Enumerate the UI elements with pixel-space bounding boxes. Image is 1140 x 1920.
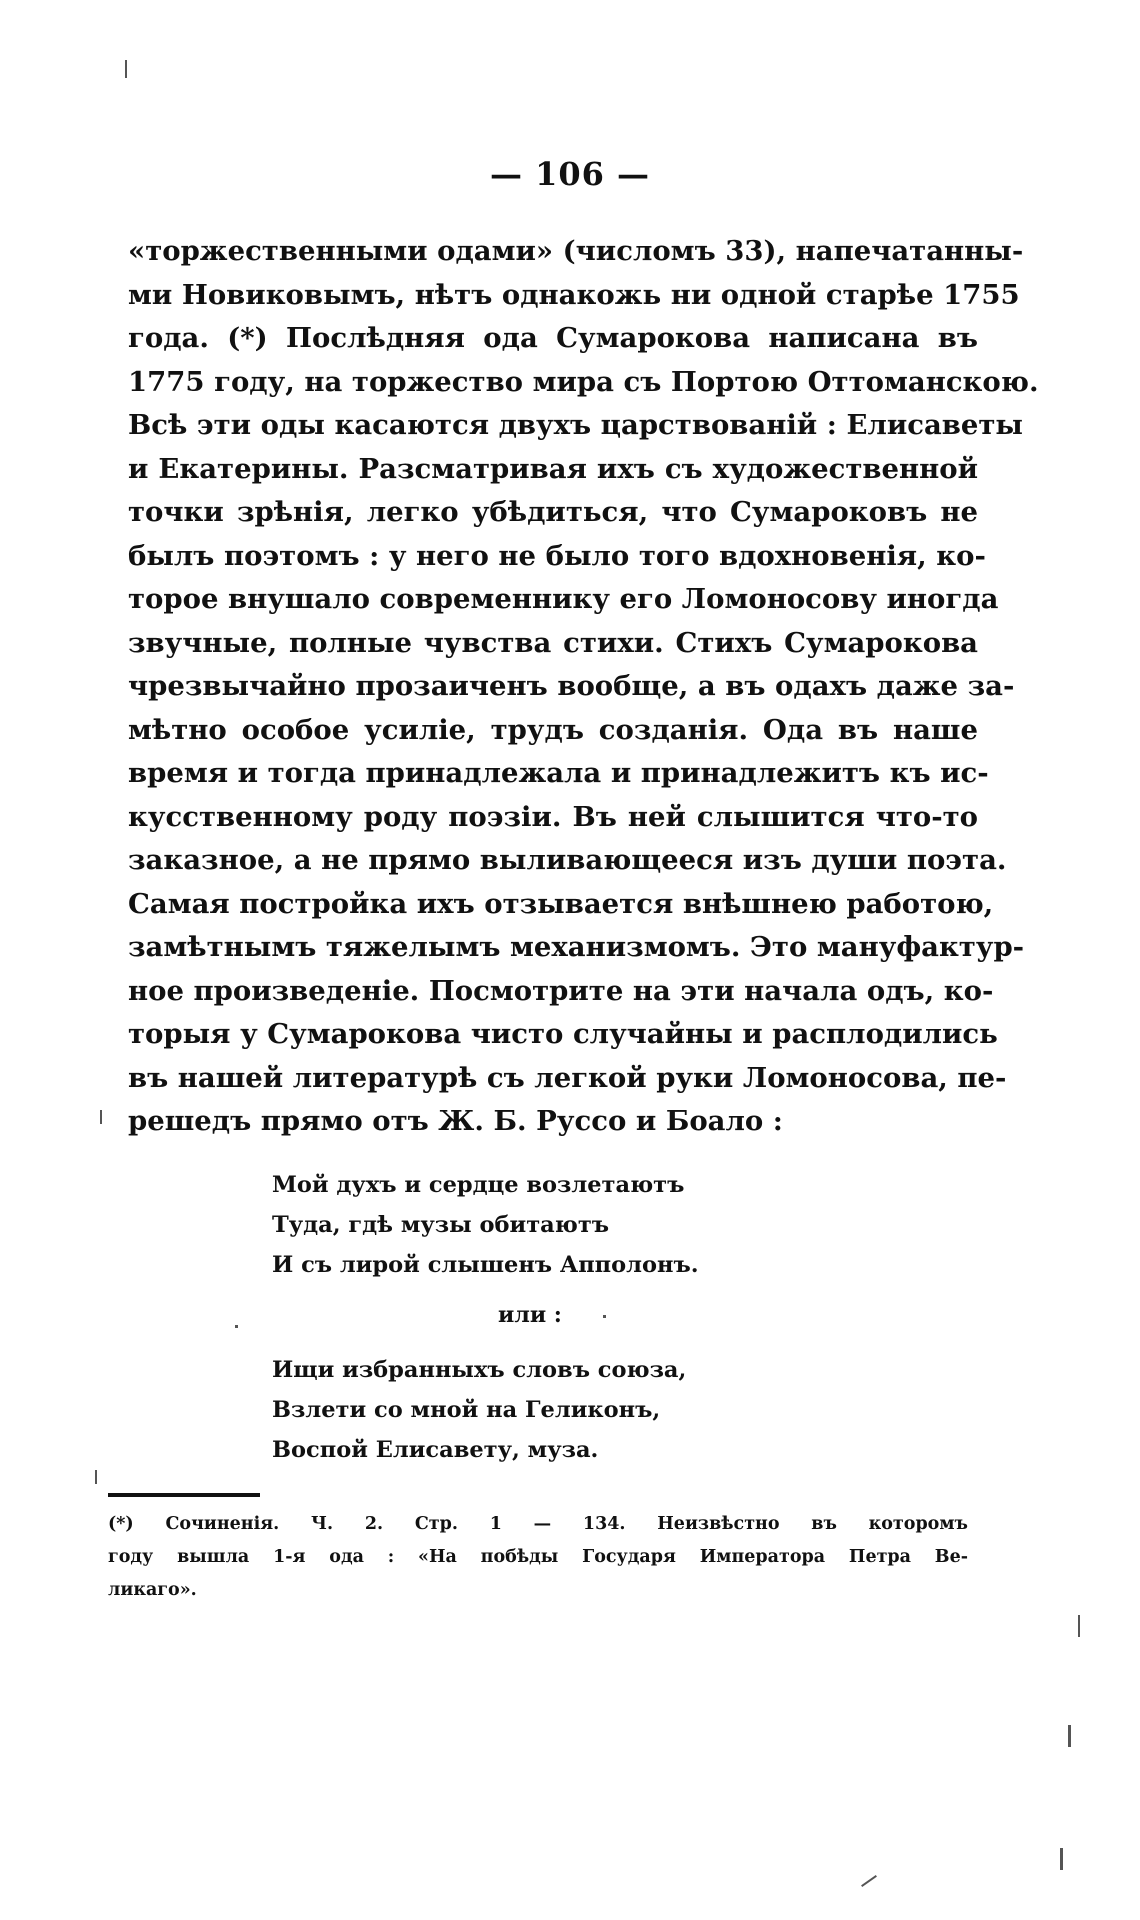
body-line: чрезвычайно прозаиченъ вообще, а въ одахъ даже за- (128, 670, 1015, 702)
verse-line: Мой духъ и сердце возлетаютъ (272, 1172, 685, 1198)
footnote-rule (108, 1493, 260, 1497)
body-text (128, 230, 1039, 1144)
body-line: торое внушало современнику его Ломоносову иногда (128, 583, 999, 615)
body-line: кусственному роду поэзіи. Въ ней слышится что-то (128, 800, 978, 833)
body-line: звучные, полные чувства стихи. Стихъ Сумарокова (128, 626, 978, 659)
body-line: и Екатерины. Разсматривая ихъ съ художественной (128, 452, 978, 485)
body-line: время и тогда принадлежала и принадлежитъ къ ис- (128, 757, 989, 789)
verse-quote-2 (272, 1350, 832, 1470)
verse-line: Туда, гдѣ музы обитаютъ (272, 1212, 610, 1238)
body-line: 1775 году, на торжество мира съ Портою Оттоманскою. (128, 365, 1039, 398)
scan-speck (100, 1110, 102, 1124)
verse-line: Взлети со мной на Геликонъ, (272, 1397, 661, 1423)
scan-speck (861, 1875, 877, 1887)
scan-speck (95, 1470, 97, 1484)
footnote-line: году вышла 1-я ода : «На побѣды Государя Императора Петра Ве- (108, 1547, 968, 1567)
footnote-line: ликаго». (108, 1580, 197, 1600)
body-line: ми Новиковымъ, нѣтъ однакожь ни одной старѣе 1755 (128, 278, 1020, 311)
verse-line: Ищи избранныхъ словъ союза, (272, 1357, 687, 1383)
body-line: замѣтнымъ тяжелымъ механизмомъ. Это мануфактур- (128, 931, 1025, 963)
verse-separator: или : (498, 1302, 562, 1328)
scan-speck (603, 1315, 606, 1318)
body-line: года. (*) Послѣдняя ода Сумарокова написана въ (128, 322, 978, 354)
body-line: торыя у Сумарокова чисто случайны и расплодились (128, 1018, 998, 1050)
body-line: заказное, а не прямо выливающееся изъ души поэта. (128, 844, 1007, 876)
scan-speck (125, 60, 127, 78)
body-line: «торжественными одами» (числомъ 33), напечатанны- (128, 235, 1024, 267)
body-line: мѣтно особое усиліе, трудъ созданія. Ода въ наше (128, 713, 978, 746)
verse-line: И съ лирой слышенъ Апполонъ. (272, 1252, 699, 1278)
page-number: — 106 — (489, 155, 651, 193)
footnote (108, 1508, 968, 1607)
footnote-line: (*) Сочиненія. Ч. 2. Стр. 1 — 134. Неизвѣстно въ которомъ (108, 1514, 968, 1534)
body-line: решедъ прямо отъ Ж. Б. Руссо и Боало : (128, 1105, 783, 1137)
body-line: Всѣ эти оды касаются двухъ царствованій : Елисаветы (128, 409, 1023, 441)
scan-speck (1078, 1615, 1080, 1637)
scan-speck (1060, 1848, 1063, 1870)
verse-quote-1 (272, 1165, 832, 1285)
scan-speck (235, 1325, 238, 1328)
body-line: былъ поэтомъ : у него не было того вдохновенія, ко- (128, 539, 986, 572)
scan-speck (1068, 1725, 1071, 1747)
verse-line: Воспой Елисавету, муза. (272, 1437, 599, 1463)
body-line: Самая постройка ихъ отзывается внѣшнею работою, (128, 887, 994, 920)
body-line: точки зрѣнія, легко убѣдиться, что Сумароковъ не (128, 496, 978, 528)
body-line: въ нашей литературѣ съ легкой руки Ломоносова, пе- (128, 1061, 1007, 1094)
body-line: ное произведеніе. Посмотрите на эти начала одъ, ко- (128, 974, 994, 1007)
